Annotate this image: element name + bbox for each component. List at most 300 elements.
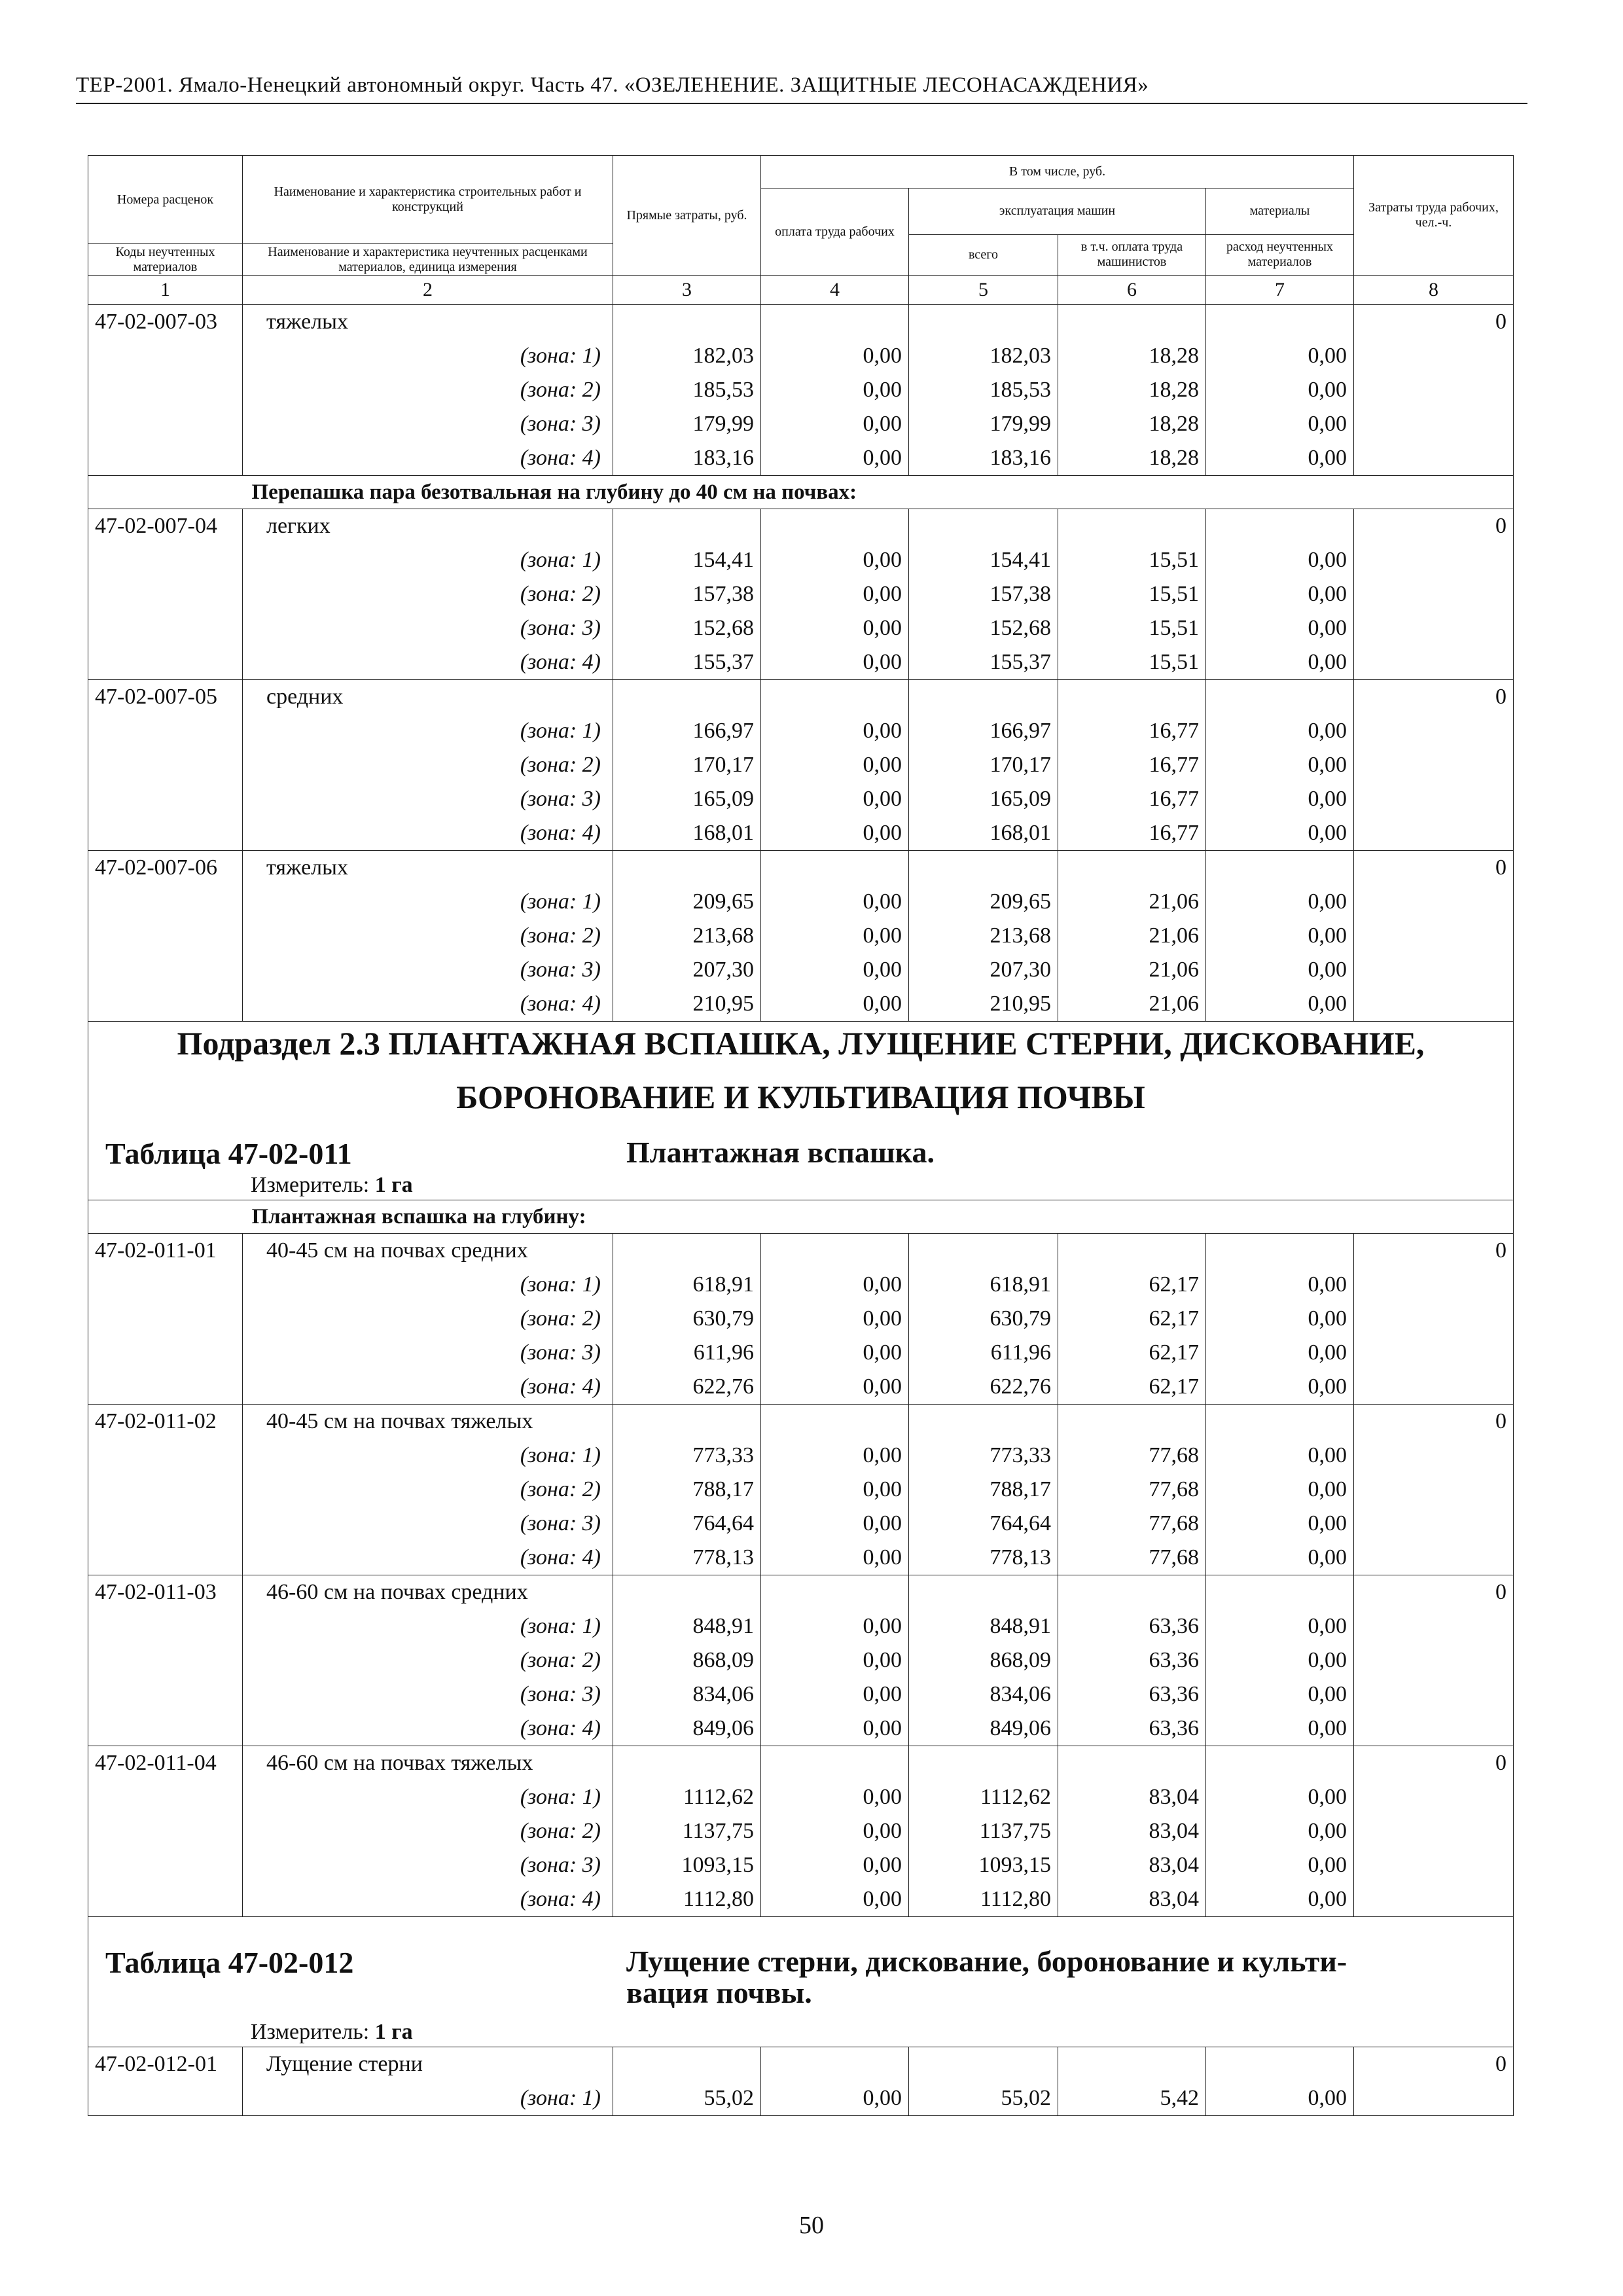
zone-label: (зона: 1) <box>520 344 601 368</box>
materials-cell <box>1206 1575 1354 1746</box>
cell-value: 0,00 <box>1308 719 1347 743</box>
cell-value: 16,77 <box>1149 787 1199 811</box>
cell-value: 166,97 <box>990 719 1051 743</box>
page-number: 50 <box>799 2212 824 2239</box>
table-row <box>88 1575 1514 1746</box>
zone-label: (зона: 1) <box>520 2086 601 2110</box>
cell-value: 0,00 <box>1308 446 1347 470</box>
worker-wages-cell <box>761 1746 909 1917</box>
cell-value: 5,42 <box>1160 2086 1199 2110</box>
subheading: Плантажная вспашка на глубину: <box>243 1200 1514 1234</box>
rate-code: 47-02-011-02 <box>88 1405 243 1575</box>
rate-name-cell <box>243 2047 613 2116</box>
cell-value: 155,37 <box>692 650 754 674</box>
cell-value: 0,00 <box>863 1614 902 1638</box>
col-header-name: Наименование и характеристика строительных работ и конструкций <box>243 156 613 244</box>
column-numbers-row: 1 2 3 4 5 6 7 8 <box>88 276 1514 305</box>
rate-name: 46-60 см на почвах средних <box>266 1580 528 1604</box>
cell-value: 0,00 <box>1308 1306 1347 1331</box>
cell-value: 0,00 <box>1308 378 1347 402</box>
cell-value: 0,00 <box>1308 344 1347 368</box>
labor-cost: 0 <box>1354 1575 1514 1746</box>
zone-label: (зона: 4) <box>520 1887 601 1911</box>
table-011-meter: Измеритель: 1 га <box>251 1173 413 1197</box>
cell-value: 77,68 <box>1149 1477 1199 1501</box>
cell-value: 0,00 <box>863 958 902 982</box>
materials-cell <box>1206 851 1354 1022</box>
labor-cost: 0 <box>1354 1405 1514 1575</box>
labor-cost: 0 <box>1354 851 1514 1022</box>
worker-wages-cell <box>761 1405 909 1575</box>
materials-cell <box>1206 1234 1354 1405</box>
labor-cost: 0 <box>1354 2047 1514 2116</box>
cell-value: 152,68 <box>990 616 1051 640</box>
subheading-row <box>88 476 1514 509</box>
labor-cost: 0 <box>1354 680 1514 851</box>
cell-value: 170,17 <box>990 753 1051 777</box>
zone-label: (зона: 1) <box>520 1443 601 1467</box>
cell-value: 62,17 <box>1149 1272 1199 1297</box>
zone-label: (зона: 1) <box>520 1785 601 1809</box>
direct-costs-cell <box>613 305 761 476</box>
cell-value: 0,00 <box>1308 787 1347 811</box>
machines-total-cell <box>909 1575 1058 1746</box>
cell-value: 0,00 <box>1308 1374 1347 1399</box>
cell-value: 622,76 <box>692 1374 754 1399</box>
table-row <box>88 680 1514 851</box>
worker-wages-cell <box>761 305 909 476</box>
zone-label: (зона: 4) <box>520 650 601 674</box>
cell-value: 773,33 <box>692 1443 754 1467</box>
cell-value: 0,00 <box>1308 1443 1347 1467</box>
cell-value: 0,00 <box>1308 1477 1347 1501</box>
cell-value: 868,09 <box>990 1648 1051 1672</box>
col-header-labor: Затраты труда рабочих, чел.-ч. <box>1354 156 1514 276</box>
zone-label: (зона: 2) <box>520 582 601 606</box>
rate-name: тяжелых <box>266 310 348 334</box>
rate-name-cell <box>243 680 613 851</box>
rate-name: 40-45 см на почвах средних <box>266 1238 528 1263</box>
zone-label: (зона: 3) <box>520 1511 601 1535</box>
cell-value: 15,51 <box>1149 582 1199 606</box>
section-title-line1: Подраздел 2.3 ПЛАНТАЖНАЯ ВСПАШКА, ЛУЩЕНИЕ СТЕРНИ, ДИСКОВАНИЕ, <box>177 1025 1425 1062</box>
table-012-meter: Измеритель: 1 га <box>251 2020 413 2044</box>
cell-value: 0,00 <box>1308 924 1347 948</box>
cell-value: 55,02 <box>1001 2086 1051 2110</box>
cell-value: 1137,75 <box>979 1819 1051 1843</box>
cell-value: 16,77 <box>1149 719 1199 743</box>
cell-value: 63,36 <box>1149 1648 1199 1672</box>
cell-value: 788,17 <box>990 1477 1051 1501</box>
zone-label: (зона: 3) <box>520 1853 601 1877</box>
rate-name: тяжелых <box>266 855 348 880</box>
table-012-name-line1: Лущение стерни, дискование, боронование и культи- <box>626 1945 1347 1978</box>
zone-label: (зона: 1) <box>520 548 601 572</box>
cell-value: 170,17 <box>692 753 754 777</box>
cell-value: 21,06 <box>1149 889 1199 914</box>
cell-value: 62,17 <box>1149 1306 1199 1331</box>
cell-value: 182,03 <box>692 344 754 368</box>
machinist-wages-cell <box>1058 680 1206 851</box>
worker-wages-cell <box>761 2047 909 2116</box>
cell-value: 210,95 <box>990 992 1051 1016</box>
materials-cell <box>1206 509 1354 680</box>
cell-value: 15,51 <box>1149 616 1199 640</box>
zone-label: (зона: 1) <box>520 1272 601 1297</box>
cell-value: 0,00 <box>863 1648 902 1672</box>
cell-value: 0,00 <box>1308 1614 1347 1638</box>
zone-label: (зона: 2) <box>520 1648 601 1672</box>
section-title-line2: БОРОНОВАНИЕ И КУЛЬТИВАЦИЯ ПОЧВЫ <box>456 1079 1145 1115</box>
cell-value: 0,00 <box>1308 1545 1347 1570</box>
cell-value: 0,00 <box>1308 753 1347 777</box>
cell-value: 183,16 <box>692 446 754 470</box>
rate-name: легких <box>266 514 330 538</box>
cell-value: 1112,80 <box>980 1887 1051 1911</box>
zone-label: (зона: 4) <box>520 1374 601 1399</box>
materials-cell <box>1206 1746 1354 1917</box>
rate-code: 47-02-007-05 <box>88 680 243 851</box>
rate-name-cell <box>243 1234 613 1405</box>
cell-value: 611,96 <box>990 1340 1051 1365</box>
cell-value: 0,00 <box>1308 1785 1347 1809</box>
zone-label: (зона: 2) <box>520 753 601 777</box>
rate-name-cell <box>243 1405 613 1575</box>
cell-value: 0,00 <box>863 378 902 402</box>
cell-value: 185,53 <box>990 378 1051 402</box>
direct-costs-cell <box>613 1575 761 1746</box>
rate-name-cell <box>243 1746 613 1917</box>
rate-code: 47-02-007-03 <box>88 305 243 476</box>
cell-value: 209,65 <box>990 889 1051 914</box>
cell-value: 210,95 <box>692 992 754 1016</box>
cell-value: 773,33 <box>990 1443 1051 1467</box>
materials-cell <box>1206 1405 1354 1575</box>
cell-value: 63,36 <box>1149 1682 1199 1706</box>
cell-value: 83,04 <box>1149 1887 1199 1911</box>
cell-value: 179,99 <box>990 412 1051 436</box>
zone-label: (зона: 3) <box>520 1682 601 1706</box>
cell-value: 622,76 <box>990 1374 1051 1399</box>
cell-value: 157,38 <box>692 582 754 606</box>
col-header-codes: Номера расценок <box>88 156 243 244</box>
cell-value: 0,00 <box>863 616 902 640</box>
table-header <box>88 156 1514 305</box>
worker-wages-cell <box>761 509 909 680</box>
rate-name-cell <box>243 509 613 680</box>
machines-total-cell <box>909 1405 1058 1575</box>
cell-value: 62,17 <box>1149 1374 1199 1399</box>
cell-value: 0,00 <box>863 446 902 470</box>
cell-value: 165,09 <box>692 787 754 811</box>
worker-wages-cell <box>761 1234 909 1405</box>
cell-value: 0,00 <box>1308 1272 1347 1297</box>
cell-value: 0,00 <box>863 344 902 368</box>
cell-value: 1093,15 <box>681 1853 754 1877</box>
cell-value: 0,00 <box>1308 1853 1347 1877</box>
cell-value: 155,37 <box>990 650 1051 674</box>
cell-value: 0,00 <box>863 548 902 572</box>
table-row <box>88 509 1514 680</box>
zone-label: (зона: 4) <box>520 992 601 1016</box>
materials-cell <box>1206 305 1354 476</box>
price-table-sheet <box>88 155 1513 2116</box>
cell-value: 1093,15 <box>978 1853 1051 1877</box>
zone-label: (зона: 3) <box>520 1340 601 1365</box>
cell-value: 0,00 <box>1308 1887 1347 1911</box>
machines-total-cell <box>909 1234 1058 1405</box>
cell-value: 1112,62 <box>980 1785 1051 1809</box>
rate-code: 47-02-012-01 <box>88 2047 243 2116</box>
cell-value: 0,00 <box>863 924 902 948</box>
col-header-machinist-wages: в т.ч. оплата труда машинистов <box>1058 234 1206 276</box>
cell-value: 630,79 <box>990 1306 1051 1331</box>
cell-value: 764,64 <box>692 1511 754 1535</box>
machines-total-cell <box>909 851 1058 1022</box>
machines-total-cell <box>909 1746 1058 1917</box>
cell-value: 0,00 <box>1308 412 1347 436</box>
cell-value: 154,41 <box>990 548 1051 572</box>
cell-value: 0,00 <box>1308 1511 1347 1535</box>
cell-value: 848,91 <box>692 1614 754 1638</box>
rate-code: 47-02-011-03 <box>88 1575 243 1746</box>
cell-value: 55,02 <box>704 2086 754 2110</box>
direct-costs-cell <box>613 680 761 851</box>
cell-value: 618,91 <box>990 1272 1051 1297</box>
cell-value: 0,00 <box>863 1477 902 1501</box>
zone-label: (зона: 2) <box>520 1819 601 1843</box>
table-012-name-line2: вация почвы. <box>626 1976 812 2009</box>
cell-value: 0,00 <box>863 1682 902 1706</box>
cell-value: 0,00 <box>863 1443 902 1467</box>
section-heading-block <box>88 1022 1514 1234</box>
col-header-machines: эксплуатация машин <box>909 188 1206 235</box>
cell-value: 0,00 <box>1308 1682 1347 1706</box>
cell-value: 0,00 <box>1308 1716 1347 1740</box>
direct-costs-cell <box>613 2047 761 2116</box>
cell-value: 0,00 <box>1308 821 1347 845</box>
table-row <box>88 1746 1514 1917</box>
col-header-incl: В том числе, руб. <box>761 156 1354 188</box>
machines-total-cell <box>909 509 1058 680</box>
cell-value: 62,17 <box>1149 1340 1199 1365</box>
cell-value: 0,00 <box>863 1340 902 1365</box>
table-row <box>88 1234 1514 1405</box>
cell-value: 165,09 <box>990 787 1051 811</box>
cell-value: 0,00 <box>863 1785 902 1809</box>
machinist-wages-cell <box>1058 1746 1206 1917</box>
cell-value: 63,36 <box>1149 1614 1199 1638</box>
cell-value: 868,09 <box>692 1648 754 1672</box>
cell-value: 21,06 <box>1149 958 1199 982</box>
cell-value: 0,00 <box>863 821 902 845</box>
zone-label: (зона: 2) <box>520 1477 601 1501</box>
zone-label: (зона: 4) <box>520 1716 601 1740</box>
cell-value: 630,79 <box>692 1306 754 1331</box>
cell-value: 0,00 <box>863 787 902 811</box>
labor-cost: 0 <box>1354 509 1514 680</box>
zone-label: (зона: 3) <box>520 787 601 811</box>
cell-value: 778,13 <box>990 1545 1051 1570</box>
cell-value: 152,68 <box>692 616 754 640</box>
cell-value: 179,99 <box>692 412 754 436</box>
direct-costs-cell <box>613 509 761 680</box>
direct-costs-cell <box>613 1234 761 1405</box>
cell-value: 0,00 <box>1308 616 1347 640</box>
cell-value: 185,53 <box>692 378 754 402</box>
cell-value: 0,00 <box>1308 582 1347 606</box>
cell-value: 0,00 <box>863 992 902 1016</box>
col-header-material-name: Наименование и характеристика неучтенных расценками материалов, единица измерения <box>243 244 613 276</box>
rate-code: 47-02-011-01 <box>88 1234 243 1405</box>
zone-label: (зона: 2) <box>520 924 601 948</box>
machines-total-cell <box>909 680 1058 851</box>
cell-value: 0,00 <box>1308 548 1347 572</box>
cell-value: 0,00 <box>863 719 902 743</box>
zone-label: (зона: 1) <box>520 719 601 743</box>
cell-value: 778,13 <box>692 1545 754 1570</box>
zone-label: (зона: 4) <box>520 446 601 470</box>
cell-value: 834,06 <box>990 1682 1051 1706</box>
cell-value: 1112,80 <box>683 1887 754 1911</box>
cell-value: 611,96 <box>693 1340 754 1365</box>
rate-code: 47-02-007-06 <box>88 851 243 1022</box>
cell-value: 0,00 <box>863 753 902 777</box>
cell-value: 77,68 <box>1149 1545 1199 1570</box>
cell-value: 0,00 <box>863 1716 902 1740</box>
col-header-direct-costs: Прямые затраты, руб. <box>613 156 761 276</box>
cell-value: 154,41 <box>692 548 754 572</box>
zone-label: (зона: 4) <box>520 1545 601 1570</box>
cell-value: 0,00 <box>1308 992 1347 1016</box>
table-row <box>88 305 1514 476</box>
cell-value: 157,38 <box>990 582 1051 606</box>
cell-value: 207,30 <box>692 958 754 982</box>
col-header-material-codes: Коды неучтенных материалов <box>88 244 243 276</box>
cell-value: 16,77 <box>1149 821 1199 845</box>
cell-value: 209,65 <box>692 889 754 914</box>
cell-value: 0,00 <box>863 582 902 606</box>
cell-value: 1112,62 <box>683 1785 754 1809</box>
cell-value: 0,00 <box>863 889 902 914</box>
labor-cost: 0 <box>1354 1746 1514 1917</box>
machinist-wages-cell <box>1058 1575 1206 1746</box>
table-011-name: Плантажная вспашка. <box>626 1136 935 1169</box>
cell-value: 15,51 <box>1149 650 1199 674</box>
zone-label: (зона: 3) <box>520 412 601 436</box>
cell-value: 788,17 <box>692 1477 754 1501</box>
rate-name-cell <box>243 851 613 1022</box>
cell-value: 0,00 <box>863 1511 902 1535</box>
rate-code: 47-02-007-04 <box>88 509 243 680</box>
cell-value: 21,06 <box>1149 992 1199 1016</box>
table-011-title: Таблица 47-02-011 <box>105 1137 352 1170</box>
cell-value: 0,00 <box>863 1306 902 1331</box>
cell-value: 0,00 <box>863 2086 902 2110</box>
cell-value: 18,28 <box>1149 412 1199 436</box>
cell-value: 83,04 <box>1149 1785 1199 1809</box>
cell-value: 0,00 <box>1308 1340 1347 1365</box>
cell-value: 618,91 <box>692 1272 754 1297</box>
cell-value: 18,28 <box>1149 446 1199 470</box>
cell-value: 16,77 <box>1149 753 1199 777</box>
col-header-wages: оплата труда рабочих <box>761 188 909 276</box>
rate-name-cell <box>243 305 613 476</box>
cell-value: 0,00 <box>1308 1819 1347 1843</box>
cell-value: 0,00 <box>863 1374 902 1399</box>
cell-value: 0,00 <box>863 1819 902 1843</box>
table-row <box>88 1405 1514 1575</box>
cell-value: 18,28 <box>1149 344 1199 368</box>
direct-costs-cell <box>613 1405 761 1575</box>
zone-label: (зона: 3) <box>520 616 601 640</box>
price-table <box>88 155 1514 2116</box>
cell-value: 848,91 <box>990 1614 1051 1638</box>
cell-value: 166,97 <box>692 719 754 743</box>
cell-value: 0,00 <box>1308 958 1347 982</box>
col-header-machines-total: всего <box>909 234 1058 276</box>
machinist-wages-cell <box>1058 1234 1206 1405</box>
cell-value: 0,00 <box>1308 2086 1347 2110</box>
cell-value: 764,64 <box>990 1511 1051 1535</box>
cell-value: 0,00 <box>1308 650 1347 674</box>
document-header: ТЕР-2001. Ямало-Ненецкий автономный округ. Часть 47. «ОЗЕЛЕНЕНИЕ. ЗАЩИТНЫЕ ЛЕСОНАСАЖДЕНИЯ» <box>76 73 1527 104</box>
machines-total-cell <box>909 305 1058 476</box>
rate-name: 40-45 см на почвах тяжелых <box>266 1409 533 1433</box>
cell-value: 168,01 <box>990 821 1051 845</box>
col-header-materials: материалы <box>1206 188 1354 235</box>
cell-value: 182,03 <box>990 344 1051 368</box>
rate-name-cell <box>243 1575 613 1746</box>
cell-value: 834,06 <box>692 1682 754 1706</box>
cell-value: 0,00 <box>863 1887 902 1911</box>
worker-wages-cell <box>761 680 909 851</box>
cell-value: 0,00 <box>863 1545 902 1570</box>
cell-value: 63,36 <box>1149 1716 1199 1740</box>
cell-value: 0,00 <box>1308 889 1347 914</box>
machines-total-cell <box>909 2047 1058 2116</box>
rate-name: средних <box>266 685 344 709</box>
zone-label: (зона: 2) <box>520 1306 601 1331</box>
subheading: Перепашка пара безотвальная на глубину до 40 см на почвах: <box>243 476 1514 509</box>
rate-name: 46-60 см на почвах тяжелых <box>266 1751 533 1775</box>
rate-code: 47-02-011-04 <box>88 1746 243 1917</box>
zone-label: (зона: 4) <box>520 821 601 845</box>
cell-value: 213,68 <box>990 924 1051 948</box>
table-012-heading-block <box>88 1917 1514 2047</box>
cell-value: 849,06 <box>990 1716 1051 1740</box>
labor-cost: 0 <box>1354 305 1514 476</box>
zone-label: (зона: 1) <box>520 889 601 914</box>
cell-value: 213,68 <box>692 924 754 948</box>
cell-value: 77,68 <box>1149 1443 1199 1467</box>
direct-costs-cell <box>613 1746 761 1917</box>
cell-value: 15,51 <box>1149 548 1199 572</box>
worker-wages-cell <box>761 1575 909 1746</box>
labor-cost: 0 <box>1354 1234 1514 1405</box>
rate-name: Лущение стерни <box>266 2052 423 2076</box>
machinist-wages-cell <box>1058 2047 1206 2116</box>
cell-value: 18,28 <box>1149 378 1199 402</box>
machinist-wages-cell <box>1058 1405 1206 1575</box>
table-row <box>88 2047 1514 2116</box>
cell-value: 207,30 <box>990 958 1051 982</box>
zone-label: (зона: 1) <box>520 1614 601 1638</box>
table-row <box>88 851 1514 1022</box>
table-012-title: Таблица 47-02-012 <box>105 1946 354 1979</box>
cell-value: 0,00 <box>1308 1648 1347 1672</box>
cell-value: 183,16 <box>990 446 1051 470</box>
